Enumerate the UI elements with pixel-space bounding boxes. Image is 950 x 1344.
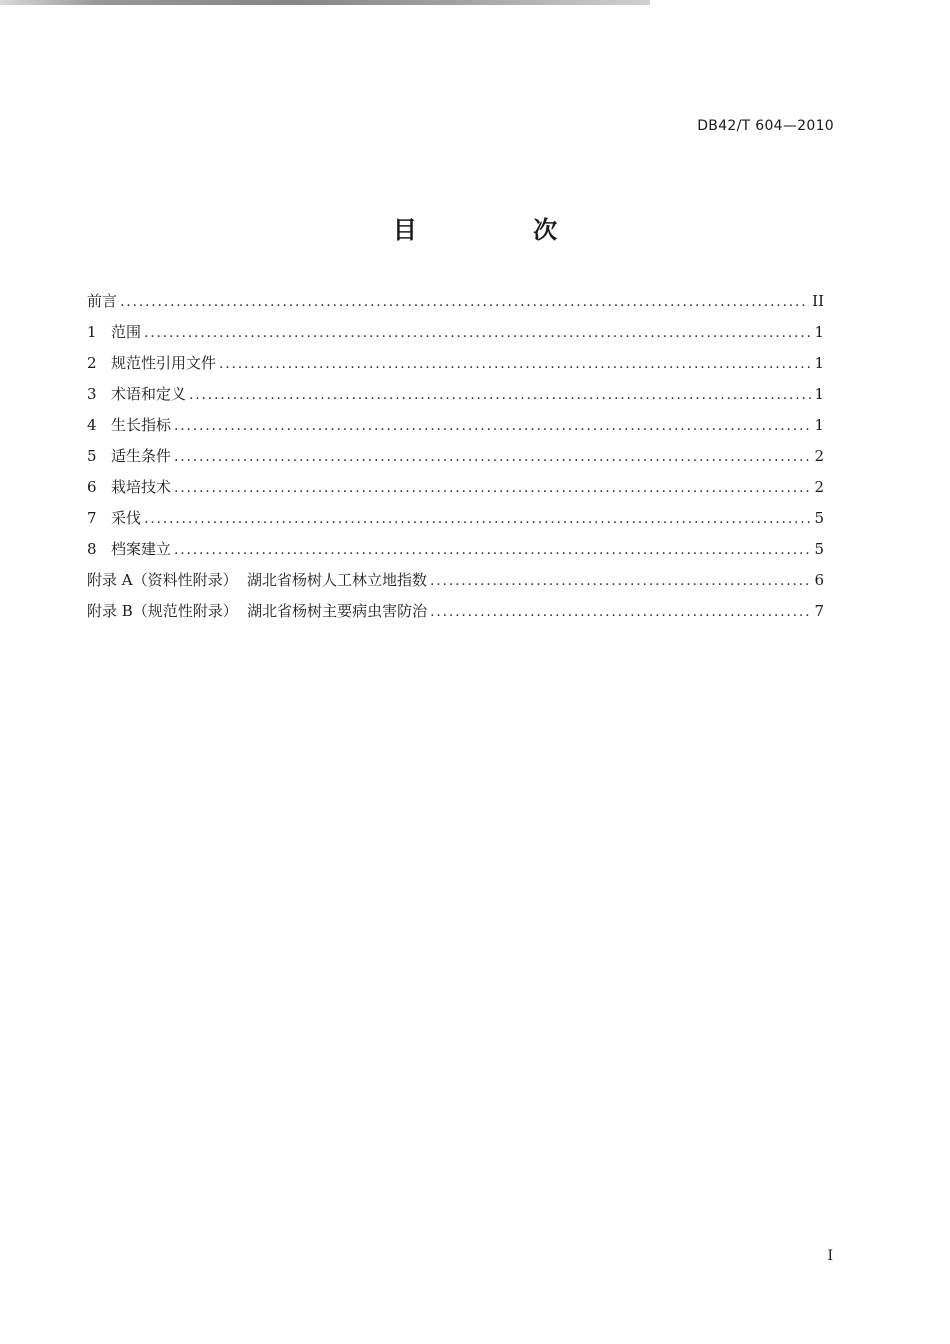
toc-entry-scope[interactable] [87,319,824,350]
toc-entry-label: 范围 [111,323,142,341]
toc-entry-number: 4 [87,416,97,434]
toc-entry-cultivation-techniques[interactable] [87,474,824,505]
toc-entry-number: 6 [87,478,97,496]
toc-entry-normative-references[interactable] [87,350,824,381]
toc-entry-number: 7 [87,509,97,527]
toc-entry-number: 8 [87,540,97,558]
toc-entry-page: 5 [814,509,824,527]
toc-leader-dots [174,413,811,439]
toc-entry-number: 2 [87,354,97,372]
toc-entry-appendix-a[interactable] [87,567,824,598]
appendix-prefix: 附录 B（规范性附录） [87,602,238,620]
toc-entry-page: 1 [814,385,824,403]
toc-entry-page: 1 [814,354,824,372]
toc-entry-foreword[interactable] [87,288,824,319]
toc-entry-page: 5 [814,540,824,558]
toc-entry-page: II [812,292,824,310]
toc-entry-label: 生长指标 [111,416,172,434]
toc-entry-page: 7 [814,602,824,620]
toc-entry-page: 6 [814,571,824,589]
toc-entry-harvesting[interactable] [87,505,824,536]
toc-leader-dots [174,475,811,501]
page-title: 目 次 [392,216,612,244]
scan-artifact [0,0,650,5]
toc-entry-label: 档案建立 [111,540,172,558]
toc-leader-dots [189,382,811,408]
table-of-contents [87,288,824,629]
toc-entry-label: 湖北省杨树人工林立地指数 [246,571,427,589]
toc-entry-record-establishment[interactable] [87,536,824,567]
toc-entry-page: 2 [814,447,824,465]
toc-entry-label: 规范性引用文件 [111,354,217,372]
toc-leader-dots [219,351,811,377]
appendix-prefix: 附录 A（资料性附录） [87,571,238,589]
standard-code: DB42/T 604—2010 [697,118,834,134]
toc-entry-label: 采伐 [111,509,142,527]
toc-entry-label: 适生条件 [111,447,172,465]
toc-entry-number: 5 [87,447,97,465]
toc-entry-label: 术语和定义 [111,385,187,403]
toc-entry-label: 湖北省杨树主要病虫害防治 [247,602,428,620]
toc-entry-growth-indicators[interactable] [87,412,824,443]
toc-leader-dots [144,320,811,346]
toc-leader-dots [174,444,811,470]
toc-entry-label: 栽培技术 [111,478,172,496]
toc-entry-label: 前言 [87,292,118,310]
toc-entry-page: 1 [814,323,824,341]
toc-leader-dots [144,506,811,532]
page-number: I [827,1248,833,1264]
toc-entry-page: 2 [814,478,824,496]
toc-entry-page: 1 [814,416,824,434]
toc-entry-appendix-b[interactable] [87,598,824,629]
toc-entry-number: 1 [87,323,97,341]
toc-entry-site-conditions[interactable] [87,443,824,474]
toc-entry-terms-definitions[interactable] [87,381,824,412]
toc-entry-number: 3 [87,385,97,403]
toc-leader-dots [174,537,811,563]
toc-leader-dots [430,599,811,625]
toc-leader-dots [430,568,812,594]
toc-leader-dots [120,289,809,315]
